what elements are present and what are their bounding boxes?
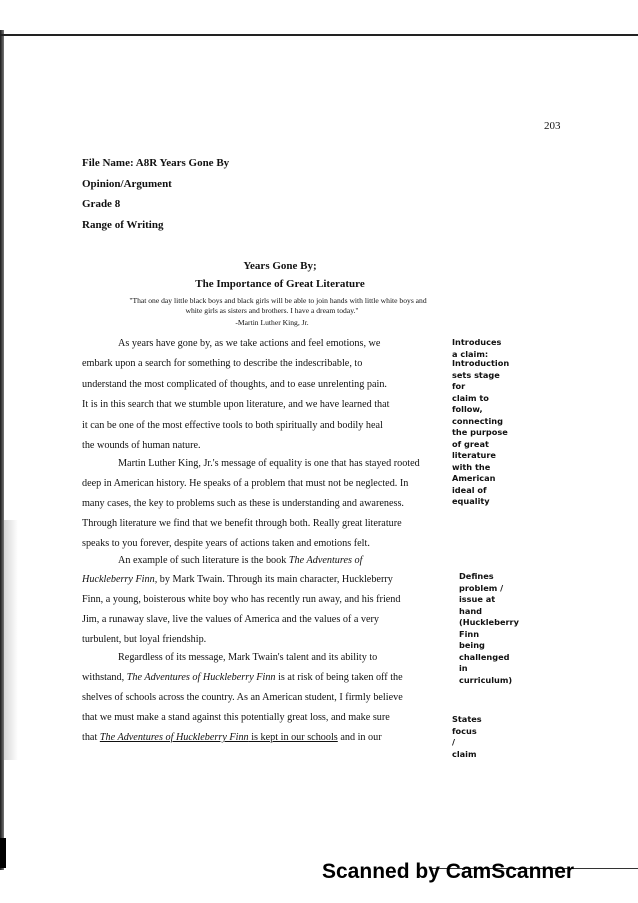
- body-line: that we must make a stand against this potentially great loss, and make sure: [82, 712, 390, 723]
- body-line: [82, 672, 403, 684]
- annotation-claim-title: Introduces a claim:: [452, 337, 502, 359]
- body-line: deep in American history. He speaks of a problem that must not be neglected. In: [82, 478, 409, 489]
- body-text-span: that: [82, 732, 100, 743]
- body-line: [82, 732, 382, 744]
- body-text-span: by Mark Twain. Through its main character, Huckleberry: [157, 574, 393, 585]
- body-line: speaks to you forever, despite years of actions taken and emotions felt.: [82, 538, 370, 549]
- scan-shadow: [4, 520, 18, 760]
- essay-title: Years Gone By;: [243, 260, 317, 272]
- body-line: it can be one of the most effective tools to both spiritually and bodily heal: [82, 420, 383, 431]
- annotation-problem: Defines problem / issue at hand (Huckleberry Finn being challenged in curriculum): [459, 571, 519, 685]
- body-text-span: is at risk of being taken off the: [275, 672, 403, 683]
- body-line: Through literature we find that we benefit through both. Really great literature: [82, 518, 402, 529]
- body-line: [82, 574, 393, 586]
- document-header: [82, 156, 229, 238]
- body-text-span: An example of such literature is the book: [118, 555, 289, 566]
- scanner-watermark: Scanned by CamScanner: [322, 860, 575, 883]
- epigraph-line-1: "That one day little black boys and black girls will be able to join hands with little white boys and: [129, 296, 427, 305]
- underlined-phrase: is kept in our schools: [248, 732, 338, 743]
- scan-edge-mark: [0, 838, 6, 868]
- body-line: Martin Luther King, Jr.'s message of equality is one that has stayed rooted: [118, 458, 420, 469]
- body-line: Finn, a young, boisterous white boy who has recently run away, and his friend: [82, 594, 401, 605]
- writing-range: Range of Writing: [82, 218, 164, 231]
- essay-subtitle: The Importance of Great Literature: [195, 278, 365, 290]
- body-line: understand the most complicated of thoughts, and to ease unrelenting pain.: [82, 379, 387, 390]
- body-text-span: and in our: [337, 732, 382, 743]
- top-rule: [0, 34, 638, 36]
- file-name: File Name: A8R Years Gone By: [82, 157, 230, 169]
- writing-type: Opinion/Argument: [82, 177, 172, 190]
- body-line: As years have gone by, as we take actions and feel emotions, we: [118, 338, 381, 349]
- epigraph-attribution: -Martin Luther King, Jr.: [235, 318, 309, 327]
- book-title: Huckleberry Finn,: [82, 574, 158, 585]
- body-line: turbulent, but loyal friendship.: [82, 634, 207, 645]
- body-line: the wounds of human nature.: [82, 440, 201, 451]
- body-line: shelves of schools across the country. As an American student, I firmly believe: [82, 692, 403, 703]
- book-title: The Adventures of: [288, 555, 363, 566]
- epigraph-line-2: white girls as sisters and brothers. I have a dream today.": [185, 306, 359, 315]
- grade-level: Grade 8: [82, 198, 121, 210]
- body-line: many cases, the key to problems such as these is understanding and awareness.: [82, 498, 404, 509]
- book-title: The Adventures of Huckleberry Finn: [99, 732, 249, 743]
- body-line: [118, 555, 362, 567]
- page-number: 203: [544, 120, 561, 132]
- body-line: It is in this search that we stumble upon literature, and we have learned that: [82, 399, 390, 410]
- annotation-introduction: Introduction sets stage for claim to follow, connecting the purpose of great literature with the American ideal of equality: [452, 358, 510, 506]
- body-text-span: withstand,: [82, 672, 127, 683]
- body-line: embark upon a search for something to describe the indescribable, to: [82, 358, 363, 369]
- body-line: Jim, a runaway slave, live the values of America and the values of a very: [82, 614, 380, 625]
- book-title: The Adventures of Huckleberry Finn: [126, 672, 276, 683]
- annotation-focus: States focus / claim: [452, 714, 482, 759]
- body-line: Regardless of its message, Mark Twain's talent and its ability to: [118, 652, 378, 663]
